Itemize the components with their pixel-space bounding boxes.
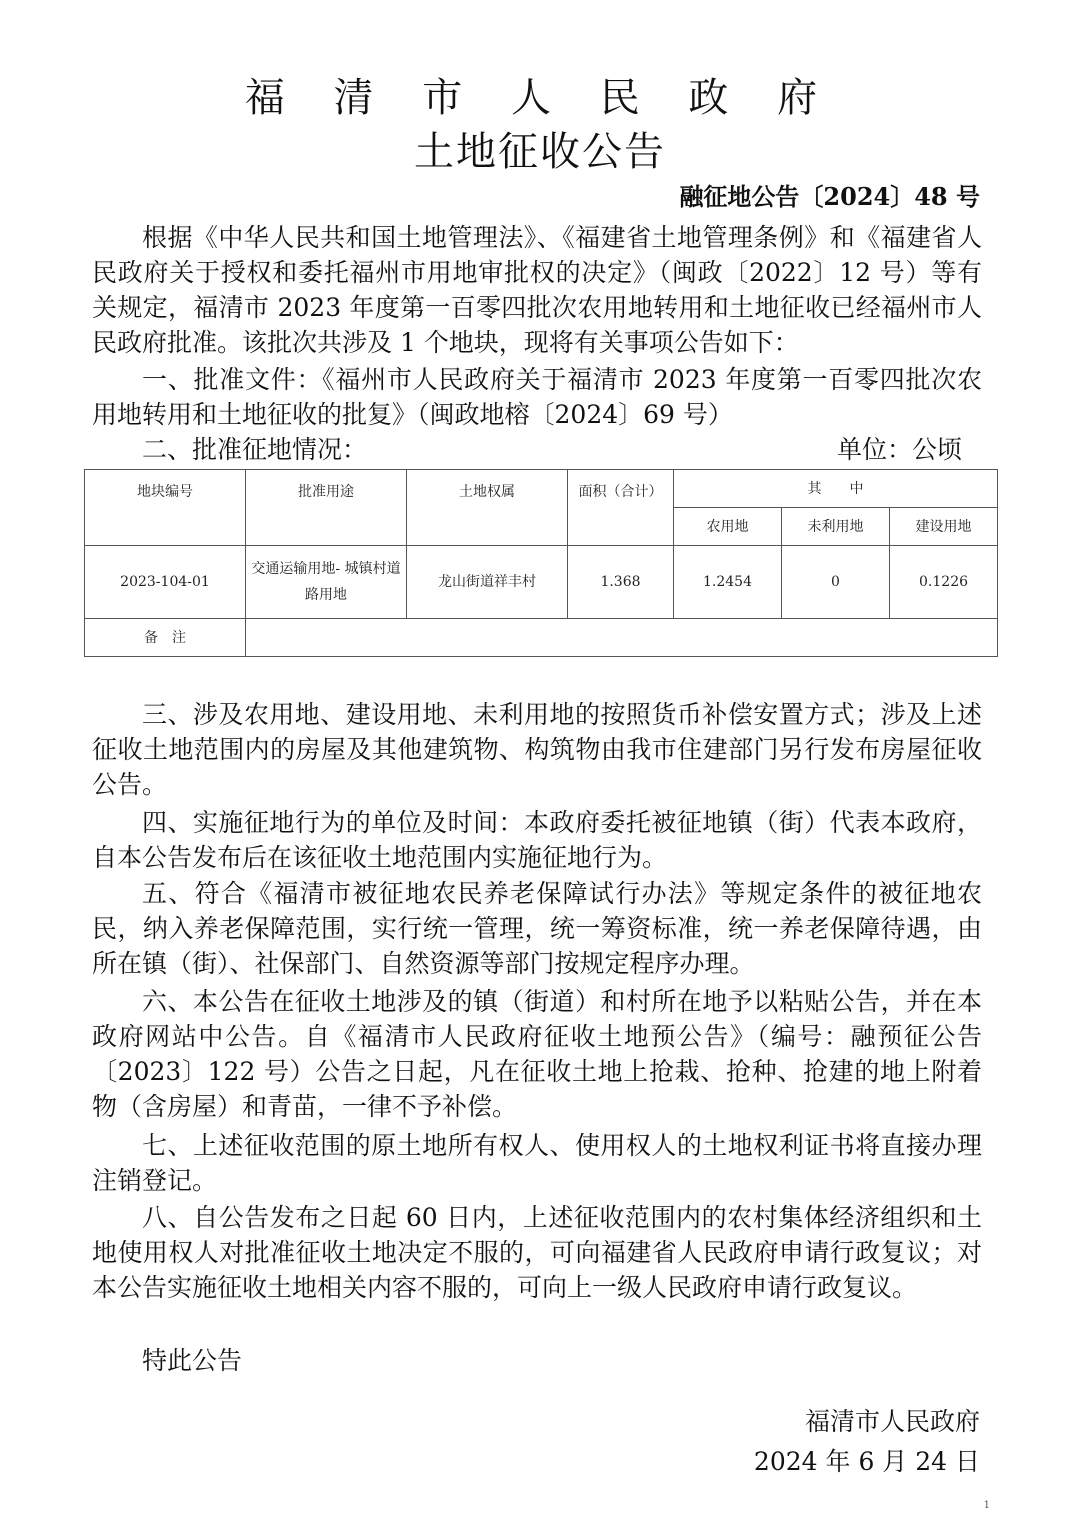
cell-parcel-no: 2023-104-01 — [85, 546, 246, 619]
section-2-heading-row — [92, 432, 962, 467]
header-ownership: 土地权属 — [407, 470, 568, 546]
header-farmland: 农用地 — [674, 508, 782, 546]
unit-label: 单位：公顷 — [836, 435, 962, 464]
header-area-total: 面积（合计） — [568, 470, 674, 546]
section-4-implementation: 四、实施征地行为的单位及时间：本政府委托被征地镇（街）代表本政府，自本公告发布后在该征收土地范围内实施征地行为。 — [92, 808, 982, 872]
section-2-heading: 二、批准征地情况： — [142, 435, 368, 464]
document-number: 融征地公告〔2024〕48 号 — [679, 182, 980, 211]
cell-unused: 0 — [782, 546, 890, 619]
page-number: 1 — [983, 1500, 990, 1511]
cell-ownership: 龙山街道祥丰村 — [407, 546, 568, 619]
table-remarks-row — [85, 619, 998, 657]
land-expropriation-table — [84, 469, 998, 657]
section-3-compensation: 三、涉及农用地、建设用地、未利用地的按照货币补偿安置方式；涉及上述征收土地范围内的房屋及其他建筑物、构筑物由我市住建部门另行发布房屋征收公告。 — [92, 700, 982, 799]
closing-statement: 特此公告 — [142, 1346, 243, 1375]
issuer-title: 福 清 市 人 民 政 府 — [244, 75, 836, 121]
signature-org: 福清市人民政府 — [804, 1407, 980, 1436]
cell-construction: 0.1226 — [890, 546, 998, 619]
header-construction: 建设用地 — [890, 508, 998, 546]
section-1-approval-document: 一、批准文件：《福州市人民政府关于福清市 2023 年度第一百零四批次农用地转用和土地征收的批复》（闽政地榕〔2024〕69 号） — [92, 365, 982, 429]
table-header-row — [85, 470, 998, 508]
notice-title: 土地征收公告 — [414, 129, 666, 175]
cell-area-total: 1.368 — [568, 546, 674, 619]
header-parcel-no: 地块编号 — [85, 470, 246, 546]
section-6-posting: 六、本公告在征收土地涉及的镇（街道）和村所在地予以粘贴公告，并在本政府网站中公告。自《福清市人民政府征收土地预公告》（编号：融预征公告〔2023〕122 号）公告之日起，凡在征收土地上抢栽、抢种、抢建的地上附着物（含房屋）和青苗，一律不予补偿。 — [92, 987, 982, 1121]
header-approved-use: 批准用途 — [246, 470, 407, 546]
header-of-which: 其 中 — [674, 470, 998, 508]
section-8-review: 八、自公告发布之日起 60 日内，上述征收范围内的农村集体经济组织和土地使用权人对批准征收土地决定不服的，可向福建省人民政府申请行政复议；对本公告实施征收土地相关内容不服的，可向上一级人民政府申请行政复议。 — [92, 1203, 982, 1302]
table-row — [85, 546, 998, 619]
intro-paragraph: 根据《中华人民共和国土地管理法》、《福建省土地管理条例》和《福建省人民政府关于授权和委托福州市用地审批权的决定》（闽政〔2022〕12 号）等有关规定，福清市 2023 年度第一百零四批次农用地转用和土地征收已经福州市人民政府批准。该批次共涉及 1 个地块，现将有关事项公告如下： — [92, 223, 982, 357]
header-unused: 未利用地 — [782, 508, 890, 546]
remarks-label: 备 注 — [85, 619, 246, 657]
remarks-value — [246, 619, 998, 657]
cell-farmland: 1.2454 — [674, 546, 782, 619]
section-5-pension: 五、符合《福清市被征地农民养老保障试行办法》等规定条件的被征地农民，纳入养老保障范围，实行统一管理，统一筹资标准，统一养老保障待遇，由所在镇（街）、社保部门、自然资源等部门按规定程序办理。 — [92, 879, 982, 978]
section-7-certificates: 七、上述征收范围的原土地所有权人、使用权人的土地权利证书将直接办理注销登记。 — [92, 1131, 982, 1195]
signature-date: 2024 年 6 月 24 日 — [753, 1447, 980, 1476]
cell-approved-use: 交通运输用地- 城镇村道路用地 — [246, 546, 407, 619]
